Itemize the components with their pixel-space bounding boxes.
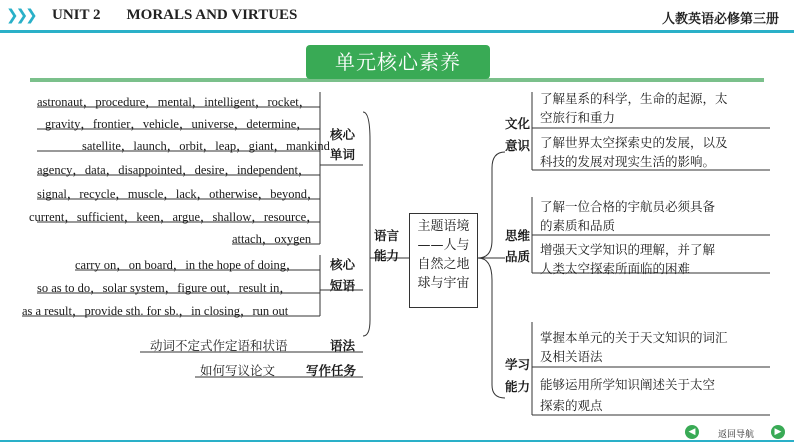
chevron-icon: ❯❯❯ <box>6 6 35 24</box>
culture-item: 了解星系的科学，生命的起源，太 <box>540 91 728 106</box>
thinking-item: 了解一位合格的宇航员必须具备 <box>540 199 716 214</box>
back-to-nav-link[interactable]: 返回导航 <box>718 430 755 440</box>
phrases-label: 核心 <box>330 257 356 272</box>
phrases-line: so as to do，solar system，figure out，result in， <box>37 281 292 295</box>
learning-label: 学习 <box>505 357 531 372</box>
thinking-item: 增强天文学知识的理解，并了解 <box>540 242 716 257</box>
phrases-line: as a result，provide sth. for sb.，in closing，run out <box>22 304 289 318</box>
words-line: gravity，frontier，vehicle，universe，determine， <box>45 117 309 131</box>
learning-item: 及相关语法 <box>540 349 603 364</box>
words-line: current，sufficient，keen，argue，shallow，resource， <box>29 210 319 224</box>
learning-item: 掌握本单元的关于天文知识的词汇 <box>540 330 728 345</box>
words-line: signal，recycle，muscle，lack，otherwise，beyond， <box>37 187 320 201</box>
thinking-label: 思维 <box>505 228 531 243</box>
words-label: 单词 <box>330 147 356 162</box>
thinking-label: 品质 <box>505 249 531 264</box>
words-line: astronaut，procedure，mental，intelligent，rocket， <box>37 95 312 109</box>
words-line: agency，data，disappointed，desire，independent， <box>37 163 311 177</box>
footer-rule <box>0 440 794 442</box>
phrases-label: 短语 <box>330 278 356 293</box>
thinking-item: 的素质和品质 <box>540 218 616 233</box>
writing-label: 写作任务 <box>306 363 357 378</box>
learning-item: 能够运用所学知识阐述关于太空 <box>540 377 716 392</box>
words-label: 核心 <box>330 127 356 142</box>
culture-item: 科技的发展对现实生活的影响。 <box>540 154 716 169</box>
next-arrow-icon[interactable]: ▶ <box>771 425 785 439</box>
culture-item: 空旅行和重力 <box>540 110 616 125</box>
nav-bar <box>683 423 789 443</box>
learning-label: 能力 <box>505 379 531 394</box>
thinking-item: 人类太空探索所面临的困难 <box>540 261 691 276</box>
culture-label: 文化 <box>505 116 531 131</box>
theme-line: 自然之地 <box>417 257 470 272</box>
culture-label: 意识 <box>505 138 531 153</box>
theme-context-box <box>409 213 478 308</box>
unit-title: MORALS AND VIRTUES <box>126 7 298 23</box>
book-title: 人教英语必修第三册 <box>661 12 779 27</box>
theme-line: ——人与 <box>417 238 470 253</box>
language-label: 能力 <box>374 248 400 263</box>
grammar-label: 语法 <box>330 338 356 353</box>
unit-number: UNIT 2 <box>52 7 101 23</box>
writing-text: 如何写议论文 <box>200 363 276 378</box>
theme-line: 主题语境 <box>417 219 470 234</box>
words-line: attach，oxygen <box>232 232 312 246</box>
learning-item: 探索的观点 <box>540 398 603 413</box>
theme-line: 球与宇宙 <box>417 276 470 291</box>
phrases-line: carry on，on board，in the hope of doing， <box>75 258 299 272</box>
prev-arrow-icon[interactable]: ◀ <box>685 425 699 439</box>
grammar-text: 动词不定式作定语和状语 <box>150 338 288 353</box>
culture-item: 了解世界太空探索史的发展，以及 <box>540 135 728 150</box>
language-label: 语言 <box>374 228 400 243</box>
words-line: satellite，launch，orbit，leap，giant，mankind， <box>82 139 343 153</box>
page-title: 单元核心素养 <box>306 45 490 79</box>
